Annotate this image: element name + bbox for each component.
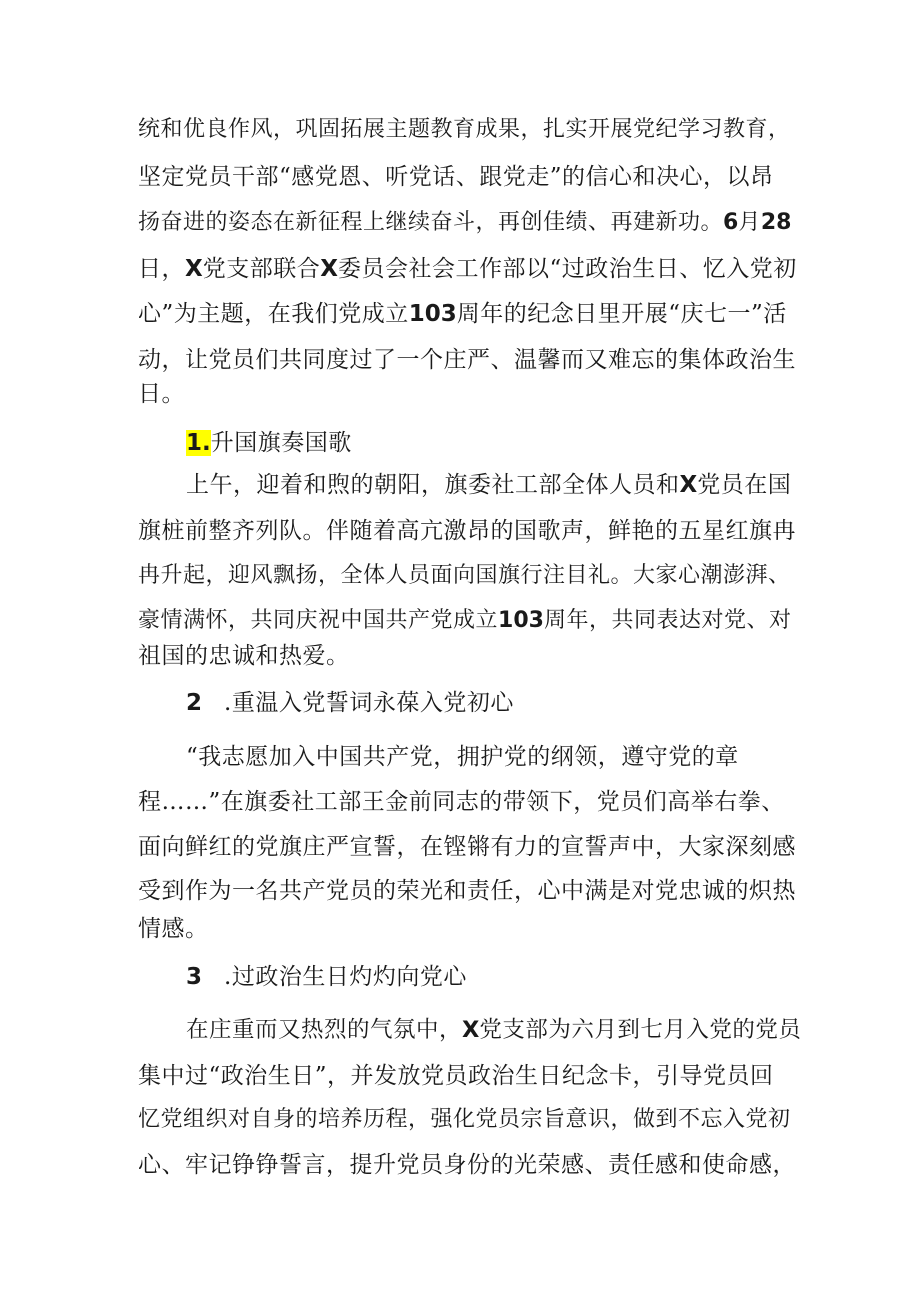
section-2-line-1: “我志愿加入中国共产党，拥护党的纲领，遵守党的章 — [186, 744, 739, 770]
section-1-title: 升国旗奏国歌 — [210, 430, 352, 456]
intro-line-5: 心”为主题，在我们党成立103周年的纪念日里开展“庆七一”活 — [138, 301, 787, 327]
section-1-line-2: 旗桩前整齐列队。伴随着高亢激昂的国歌声，鲜艳的五星红旗冉 — [138, 518, 796, 544]
section-1-line-1: 上午，迎着和煦的朝阳，旗委社工部全体人员和X党员在国 — [186, 472, 792, 498]
intro-line-6: 动，让党员们共同度过了一个庄严、温馨而又难忘的集体政治生 — [138, 347, 796, 373]
section-3-number: 3 — [186, 964, 203, 990]
section-3-line-2: 集中过“政治生日”，并发放党员政治生日纪念卡，引导党员回 — [138, 1063, 774, 1089]
section-2-line-3: 面向鲜红的党旗庄严宣誓，在铿锵有力的宣誓声中，大家深刻感 — [138, 834, 796, 860]
intro-line-7: 日。 — [138, 381, 185, 407]
section-2-number: 2 — [186, 690, 203, 716]
section-3-title: .过政治生日灼灼向党心 — [224, 964, 467, 990]
section-2-line-5: 情感。 — [138, 916, 209, 942]
section-1-line-3: 冉升起，迎风飘扬，全体人员面向国旗行注目礼。大家心潮澎湃、 — [138, 563, 791, 588]
intro-line-1: 统和优良作风，巩固拓展主题教育成果，扎实开展党纪学习教育， — [138, 117, 791, 142]
section-3-heading — [186, 962, 467, 992]
intro-line-2: 坚定党员干部“感党恩、听党话、跟党走”的信心和决心，以昂 — [138, 164, 774, 190]
intro-line-3: 扬奋进的姿态在新征程上继续奋斗，再创佳绩、再建新功。6月28 — [138, 210, 792, 235]
section-3-line-3: 忆党组织对自身的培养历程，强化党员宗旨意识，做到不忘入党初 — [138, 1107, 791, 1132]
section-3-line-4: 心、牢记铮铮誓言，提升党员身份的光荣感、责任感和使命感， — [138, 1152, 796, 1178]
section-2-line-4: 受到作为一名共产党员的荣光和责任，心中满是对党忠诚的炽热 — [138, 878, 796, 904]
section-1-number: 1. — [186, 430, 211, 456]
section-1-line-5: 祖国的忠诚和热爱。 — [138, 643, 350, 669]
section-1-line-4: 豪情满怀，共同庆祝中国共产党成立103周年，共同表达对党、对 — [138, 608, 792, 633]
section-1-heading — [186, 428, 352, 458]
section-2-heading — [186, 688, 514, 718]
section-2-line-2: 程……”在旗委社工部王金前同志的带领下，党员们高举右拳、 — [138, 789, 785, 815]
section-3-line-1: 在庄重而又热烈的气氛中，X党支部为六月到七月入党的党员 — [186, 1017, 802, 1043]
intro-line-4: 日，X党支部联合X委员会社会工作部以“过政治生日、忆入党初 — [138, 256, 797, 282]
section-2-title: .重温入党誓词永葆入党初心 — [224, 690, 514, 716]
